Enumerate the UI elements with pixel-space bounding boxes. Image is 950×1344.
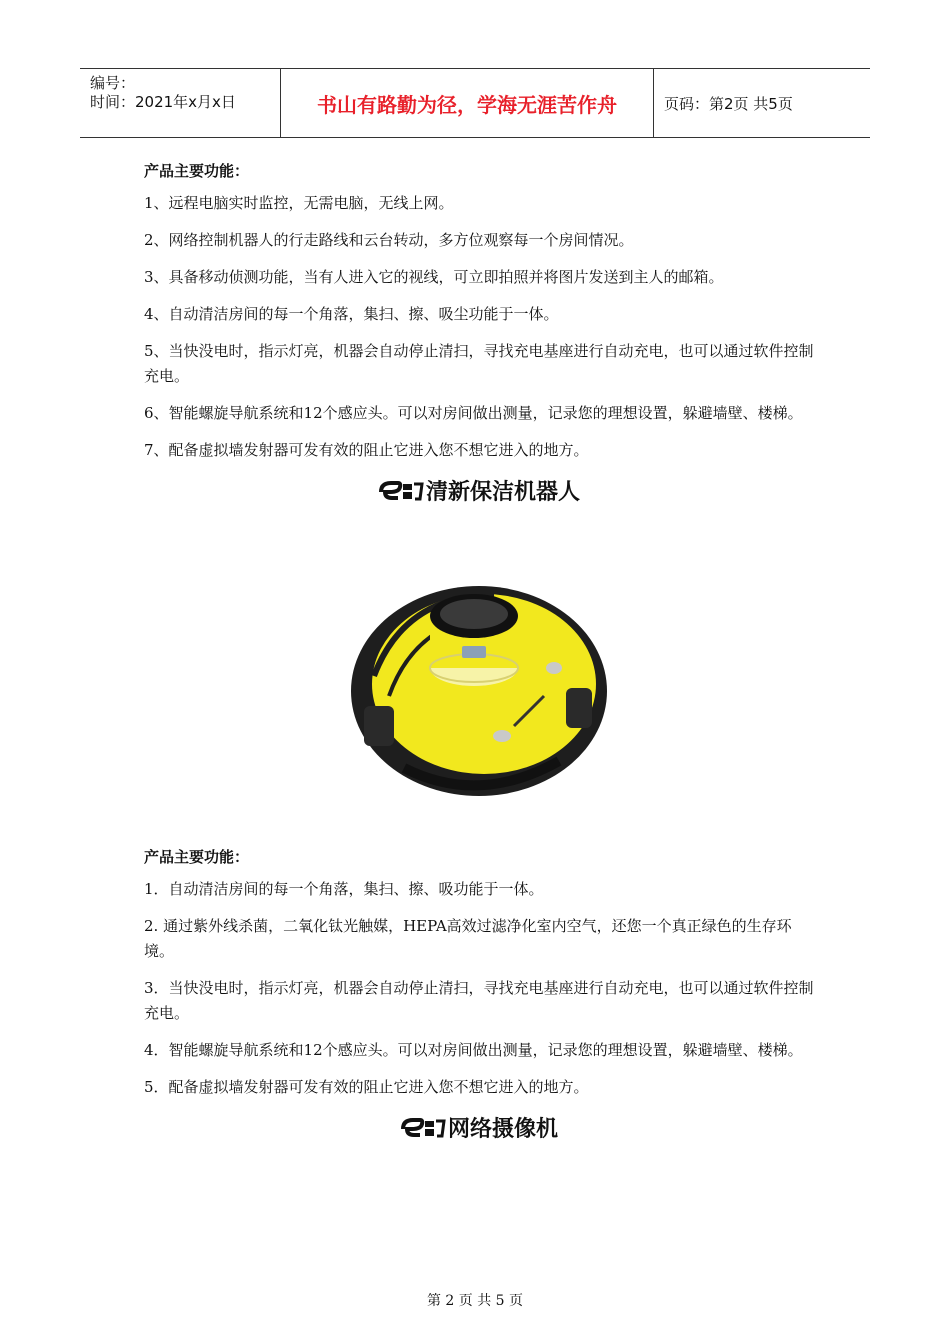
header-table [80, 68, 870, 138]
motto: 书山有路勤为径，学海无涯苦作舟 [317, 93, 617, 117]
robot-vacuum-illustration [344, 556, 614, 806]
page-footer: 第 2 页 共 5 页 [426, 1293, 524, 1309]
section-title: 产品主要功能： [144, 162, 250, 180]
edong-logo [378, 479, 424, 503]
list-item: 2、网络控制机器人的行走路线和云台转动，多方位观察每一个房间情况。 [144, 231, 634, 249]
main-content [144, 160, 814, 1151]
header-page-cell [654, 69, 870, 137]
list-item: 4．智能螺旋导航系统和12个感应头。可以对房间做出测量，记录您的理想设置，躲避墙壁、楼梯。 [144, 1041, 803, 1059]
list-item: 5．配备虚拟墙发射器可发有效的阻止它进入您不想它进入的地方。 [144, 1078, 589, 1096]
number-label: 编号： [90, 74, 136, 92]
header-motto-cell [281, 69, 654, 137]
time-label: 时间：2021年x月x日 [90, 93, 236, 111]
list-item: 2. 通过紫外线杀菌，二氧化钛光触媒，HEPA高效过滤净化室内空气，还您一个真正绿色的生存环境。 [144, 917, 792, 960]
product-heading [144, 475, 814, 506]
section-title: 产品主要功能： [144, 848, 250, 866]
list-item: 1．自动清洁房间的每一个角落，集扫、擦、吸功能于一体。 [144, 880, 544, 898]
robot-image [144, 556, 814, 806]
list-item: 4、自动清洁房间的每一个角落，集扫、擦、吸尘功能于一体。 [144, 305, 559, 323]
edong-logo [400, 1116, 446, 1140]
header-left-cell [80, 69, 281, 137]
list-item: 1、远程电脑实时监控，无需电脑，无线上网。 [144, 194, 454, 212]
list-item: 6、智能螺旋导航系统和12个感应头。可以对房间做出测量，记录您的理想设置，躲避墙壁、楼梯。 [144, 404, 803, 422]
product-name: 清新保洁机器人 [425, 480, 580, 505]
product-name: 网络摄像机 [447, 1117, 558, 1142]
page-label: 页码：第2页 共5页 [664, 95, 793, 113]
list-item: 5、当快没电时，指示灯亮，机器会自动停止清扫，寻找充电基座进行自动充电，也可以通过软件控制充电。 [144, 342, 814, 385]
list-item: 3、具备移动侦测功能，当有人进入它的视线，可立即拍照并将图片发送到主人的邮箱。 [144, 268, 724, 286]
product-heading [144, 1112, 814, 1143]
list-item: 7、配备虚拟墙发射器可发有效的阻止它进入您不想它进入的地方。 [144, 441, 589, 459]
list-item: 3．当快没电时，指示灯亮，机器会自动停止清扫，寻找充电基座进行自动充电，也可以通过软件控制充电。 [144, 979, 814, 1022]
